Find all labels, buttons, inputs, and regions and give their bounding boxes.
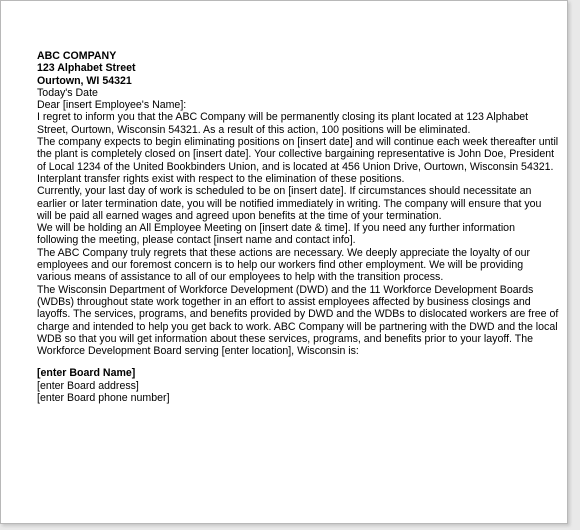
- salutation: Dear [insert Employee's Name]:: [37, 99, 187, 112]
- board-contact: [37, 367, 559, 404]
- paragraph-elimination-schedule: The company expects to begin eliminating positions on [insert date] and will continue each week thereafter until the plant is completely closed on [insert date]. Your collective bargaining representative is John Doe, President of Local 1234 of the United Bookbinders Union, and is located at 456 Union Drive, Ourtown, Wisconsin 54321. Interplant transfer rights exist with respect to the elimination of these positions.: [37, 136, 559, 185]
- board-address: [enter Board address]: [37, 379, 139, 392]
- board-name: [enter Board Name]: [37, 367, 136, 380]
- paragraph-regret: The ABC Company truly regrets that these actions are necessary. We deeply appreciate the loyalty of our employees and our foremost concern is to help our workers find other employment. We will be providing various means of assistance to all of our employees to help with the transition process.: [37, 246, 531, 284]
- paragraph-meeting: We will be holding an All Employee Meeting on [insert date & time]. If you need any further information following the meeting, please contact [insert name and contact info].: [37, 222, 515, 247]
- paragraph-last-day: Currently, your last day of work is scheduled to be on [insert date]. If circumstances should necessitate an earlier or later termination date, you will be notified immediately in writing. The company will ensure that you will be paid all earned wages and agreed upon benefits at the time of your termination.: [37, 185, 542, 222]
- letter-body: [37, 50, 559, 404]
- board-phone: [enter Board phone number]: [37, 392, 170, 405]
- paragraph-workforce-development: The Wisconsin Department of Workforce Development (DWD) and the 11 Workforce Development Boards (WDBs) throughout state work together in an effort to assist employees affected by business closings and layoffs. The services, programs, and benefits provided by DWD and the WDBs to dislocated workers are free of charge and intended to help you get back to work. ABC Company will be partnering with the DWD and the local WDB so that you will get information about these services, programs, and benefits prior to your layoff. The Workforce Development Board serving [enter location], Wisconsin is:: [37, 283, 559, 358]
- paragraph-closing-notice: I regret to inform you that the ABC Company will be permanently closing its plant located at 123 Alphabet Street, Ourtown, Wisconsin 54321. As a result of this action, 100 positions will be eliminated.: [37, 111, 529, 136]
- sender-city: Ourtown, WI 54321: [37, 74, 132, 87]
- sender-company: ABC COMPANY: [37, 50, 117, 62]
- sender-address: [37, 50, 559, 87]
- sender-street: 123 Alphabet Street: [37, 62, 136, 75]
- letter-date: Today's Date: [37, 86, 98, 99]
